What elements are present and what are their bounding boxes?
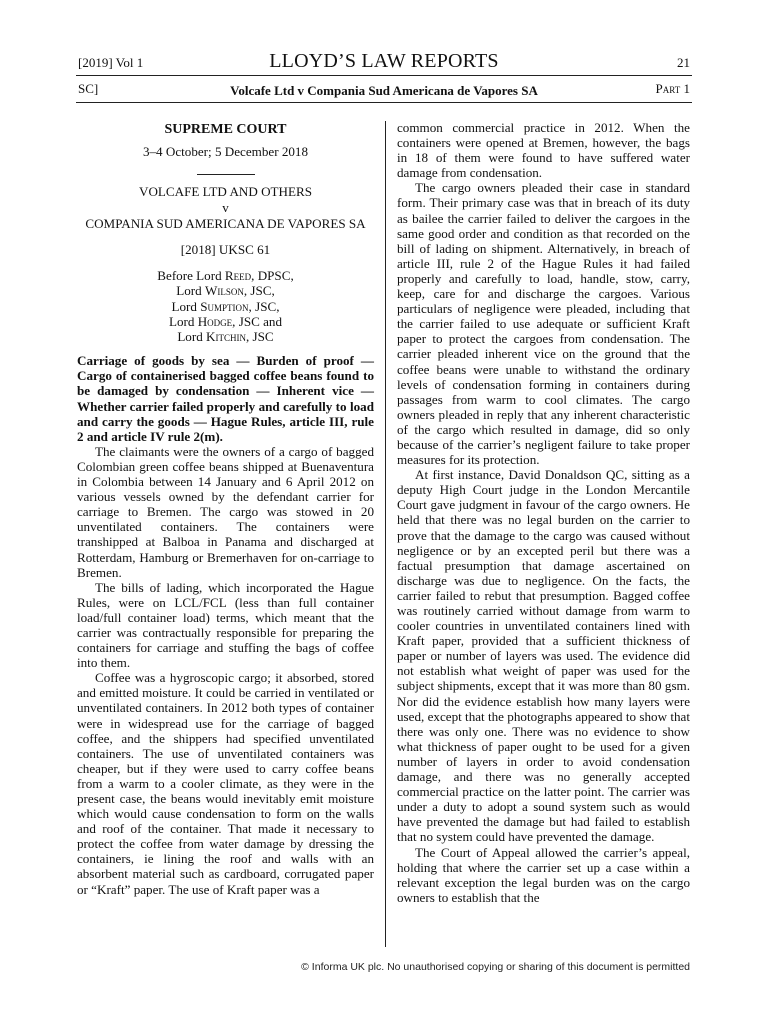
body-paragraph: At first instance, David Donaldson QC, sitting as a deputy High Court judge in the London Mercantile Court gave judgment in favour of the cargo owners. He held that there was no legal burden on the carrier to prove that the damage to the cargo was caused without negligence or by an excepted peril but there was a factual presumption that damage ascertained on discharge was due to negligence. On the facts, the carrier failed to rebut that presumption. Bagged coffee was routinely carried without damage from warm to cooler countries in unventilated containers lined with Kraft paper, provided that a sufficient thickness of paper or number of layers was used. The evidence did not establish what weight of paper was used for the subject shipments, except that it was more than 80 gsm. Nor did the evidence establish how many layers were used, except that the photographs appeared to show that there was only one. There was no evidence to show what thickness of paper ought to be used for a given number of layers in order to avoid condensation damage, and there was no generally accepted commercial practice on the latter point. The carrier was under a duty to adopt a sound system such as would have prevented the damage but had failed to establish that no system could have prevented the damage. — [397, 467, 690, 845]
column-divider — [385, 121, 386, 947]
court-name: SUPREME COURT — [164, 122, 287, 137]
part-label: Part 1 — [655, 81, 690, 96]
judge-line: Lord Kitchin, JSC — [177, 329, 274, 345]
page-number: 21 — [677, 55, 690, 70]
report-volume: [2019] Vol 1 — [78, 55, 144, 70]
running-header — [78, 51, 690, 73]
body-paragraph: The cargo owners pleaded their case in standard form. Their primary case was that in breach of its duty as bailee the carrier failed to deliver the cargoes in the same good order and condition as that recorded on the bill of lading on shipment. Alternatively, in breach of article III, rule 2 of the Hague Rules it had failed properly and carefully to load, handle, stow, carry, keep, care for and discharge the cargoes. Various particulars of negligence were pleaded, including that the carrier failed to use adequate or sufficient Kraft paper to protect the cargoes from condensation. The carrier pleaded inherent vice on the ground that the coffee beans were unable to withstand the ordinary levels of condensation forming in containers during passages from warm to cool climates. The cargo owners pleaded in reply that any inherent characteristic of the cargo which resulted in damage, did so only because of the carrier’s negligent failure to take proper measures for its protection. — [397, 180, 690, 468]
claimant: VOLCAFE LTD AND OTHERS — [138, 184, 313, 200]
body-paragraph: The claimants were the owners of a cargo of bagged Colombian green coffee beans shipped at Buenaventura in Colombia between 14 January and 6 April 2012 on various vessels owned by the defendant carrier for carriage to Bremen. The cargo was stowed in 20 unventilated containers. The containers were transhipped at Balboa in Panama and discharged at Rotterdam, Hamburg or Bremerhaven for on-carriage to Bremen. — [77, 443, 374, 580]
neutral-citation: [2018] UKSC 61 — [180, 242, 271, 258]
left-column — [77, 120, 374, 897]
judge-line: Lord Sumption, JSC, — [171, 298, 280, 314]
hearing-dates: 3–4 October; 5 December 2018 — [142, 144, 309, 160]
court-abbrev: SC] — [78, 81, 99, 96]
header-rule — [76, 75, 692, 76]
judge-line: Lord Hodge, JSC and — [168, 313, 283, 329]
judge-line: Lord Wilson, JSC, — [176, 283, 275, 299]
judge-line: Before Lord Reed, DPSC, — [157, 268, 294, 284]
case-name: Volcafe Ltd v Compania Sud Americana de Vapores SA — [230, 83, 538, 98]
body-paragraph: The bills of lading, which incorporated the Hague Rules, were on LCL/FCL (less than full container load/full container load) terms, which meant that the carrier was contractually responsible for preparing the containers for carriage and stuffing the bags of coffee into them. — [77, 579, 374, 671]
defendant: COMPANIA SUD AMERICANA DE VAPORES SA — [85, 216, 366, 232]
body-paragraph: common commercial practice in 2012. When the containers were opened at Bremen, however, the bags in 18 of them were found to have suffered water damage from condensation. — [397, 120, 690, 181]
right-column — [397, 120, 690, 905]
case-header — [78, 81, 690, 99]
parties — [77, 184, 374, 232]
judges-list — [77, 268, 374, 344]
versus: v — [222, 200, 229, 216]
short-divider — [197, 174, 255, 175]
body-paragraph: The Court of Appeal allowed the carrier’s appeal, holding that where the carrier set up a case within a relevant exception the legal burden was on the cargo owners to establish that the — [397, 844, 690, 905]
case-header-rule — [76, 102, 692, 103]
copyright-footer: © Informa UK plc. No unauthorised copying or sharing of this document is permitted — [301, 961, 690, 973]
body-paragraph: Coffee was a hygroscopic cargo; it absorbed, stored and emitted moisture. It could be carried in ventilated or unventilated containers. In 2012 both types of container were in widespread use for the carriage of bagged coffee, and the shippers had specified unventilated containers. The use of unventilated containers was cheaper, but if they were used to carry coffee beans from a warm to a cooler climate, as they were in the present case, the beans would inevitably emit moisture which would cause condensation to form on the walls and roof of the container. That made it necessary to protect the coffee from water damage by dressing the containers, ie lining the roof and walls with an absorbent material such as cardboard, corrugated paper or “Kraft” paper. The use of Kraft paper was a — [77, 670, 374, 897]
report-title: LLOYD’S LAW REPORTS — [269, 50, 499, 72]
catchwords: Carriage of goods by sea — Burden of proof — Cargo of containerised bagged coffee beans found to be damaged by condensation — Inherent vice — Whether carrier failed properly and carefully to load and carry the goods — Hague Rules, article III, rule 2 and article IV rule 2(m). — [77, 353, 374, 444]
